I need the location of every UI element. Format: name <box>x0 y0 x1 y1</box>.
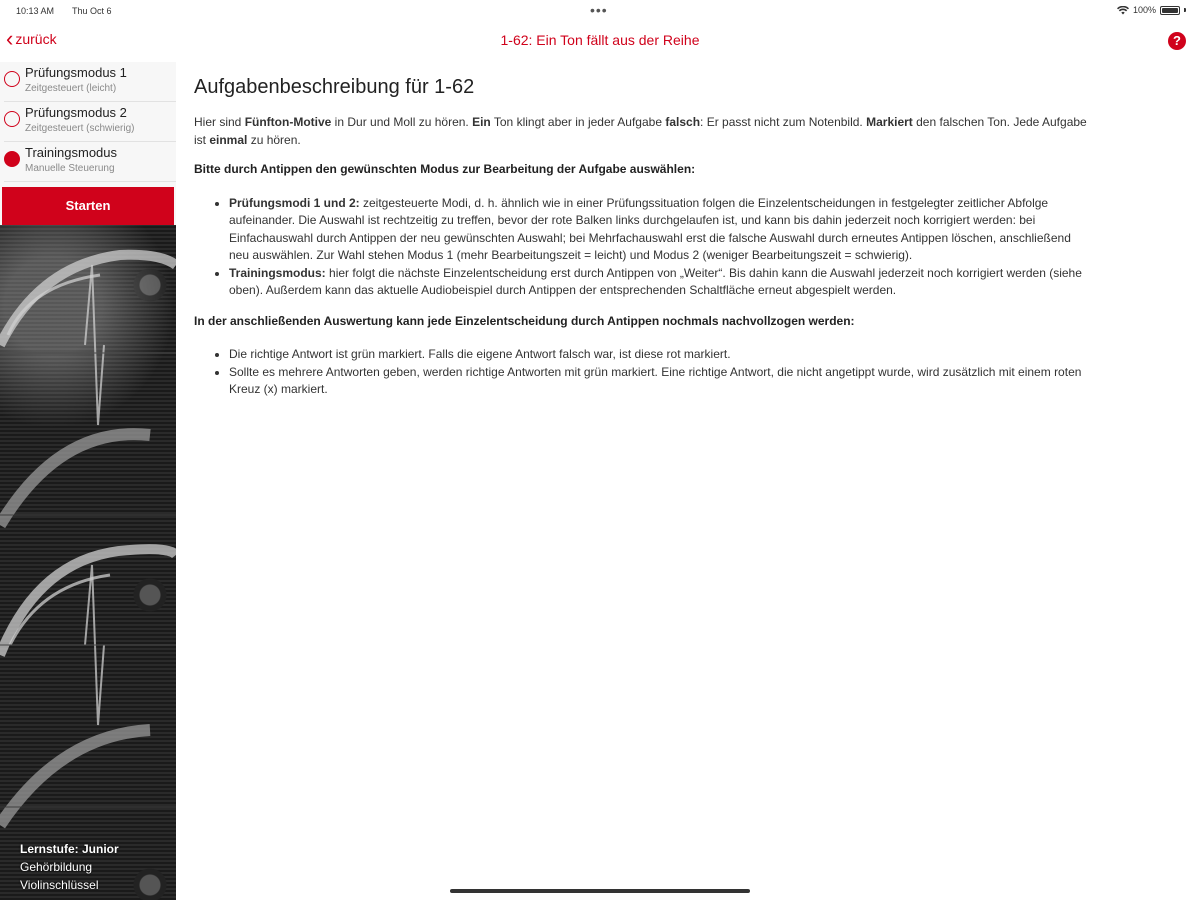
mode-title: Prüfungsmodus 1 <box>25 65 127 80</box>
task-description <box>194 74 1094 412</box>
wifi-icon <box>1117 6 1129 15</box>
status-bar <box>0 0 1200 22</box>
mode-option-pruefungsmodus-2[interactable] <box>4 102 176 142</box>
content-heading: Aufgabenbeschreibung für 1-62 <box>194 76 475 98</box>
start-button[interactable]: Starten <box>2 187 174 225</box>
intro-paragraph: Hier sind Fünfton-Motive in Dur und Moll zu hören. Ein Ton klingt aber in jeder Aufgabe falsch: Er passt nicht zum Notenbild. Markiert den falschen Ton. Jede Aufgabe ist einmal zu hören. <box>194 115 1087 147</box>
list-item: • Prüfungsmodi 1 und 2: zeitgesteuerte Modi, d. h. ähnlich wie in einer Prüfungssituation folgen die Einzelentscheidungen in festgelegter zeitlicher Abfolge aufeinander. Die Auswahl ist rechtzeitig zu treffen, bevor der rote Balken links durchgelaufen ist, und kann bis dahin jederzeit noch korrigiert werden: bei Einfachauswahl durch Antippen der neu gewünschten Auswahl; bei Mehrfachauswahl erst die falsche Auswahl durch erneutes Antippen löschen, anschließend neu auswählen. Zur Wahl stehen Modus 1 (mehr Bearbeitungszeit = leicht) und Modus 2 (weniger Bearbeitungszeit = schwierig). <box>229 195 1094 265</box>
modes-description-list <box>194 195 1094 300</box>
multitasking-dots-icon[interactable]: ••• <box>590 2 608 18</box>
chevron-left-icon: ‹ <box>6 26 14 51</box>
status-date: Thu Oct 6 <box>72 6 112 16</box>
mode-title: Prüfungsmodus 2 <box>25 105 127 120</box>
mode-option-trainingsmodus[interactable] <box>4 142 176 182</box>
battery-tip <box>1184 8 1186 12</box>
list-item: • Sollte es mehrere Antworten geben, werden richtige Antworten mit grün markiert. Eine richtige Antwort, die nicht angetippt wurde, wird zusätzlich mit einem roten Kreuz (x) markiert. <box>229 364 1094 399</box>
radio-unselected-icon[interactable] <box>4 71 20 87</box>
mode-subtitle: Zeitgesteuert (schwierig) <box>25 123 135 134</box>
nav-bar <box>0 22 1200 60</box>
status-right <box>1117 5 1186 15</box>
list-item: • Trainingsmodus: hier folgt die nächste Einzelentscheidung erst durch Antippen von „Weiter“. Bis dahin kann die Auswahl jederzeit noch korrigiert werden (siehe oben). Außerdem kann das aktuelle Audiobeispiel durch Antippen der entsprechenden Schaltfläche erneut abgespielt werden. <box>229 265 1094 300</box>
caption-topic: Gehörbildung <box>20 860 93 874</box>
list-item: • Die richtige Antwort ist grün markiert. Falls die eigene Antwort falsch war, ist diese rot markiert. <box>229 346 1094 364</box>
evaluation-heading: In der anschließenden Auswertung kann jede Einzelentscheidung durch Antippen nochmals nachvollzogen werden: <box>194 313 855 328</box>
mode-subtitle: Zeitgesteuert (leicht) <box>25 83 117 94</box>
treble-clef-icon <box>0 225 176 900</box>
mode-subtitle: Manuelle Steuerung <box>25 163 115 174</box>
help-button[interactable]: ? <box>1168 32 1186 50</box>
mode-option-pruefungsmodus-1[interactable] <box>4 62 176 102</box>
battery-percent: 100% <box>1132 5 1156 15</box>
caption-clef: Violinschlüssel <box>20 878 99 892</box>
back-label: zurück <box>15 31 57 47</box>
radio-selected-icon[interactable] <box>4 151 20 167</box>
home-indicator[interactable] <box>450 889 750 893</box>
status-time: 10:13 AM <box>16 6 55 16</box>
sidebar <box>0 62 176 900</box>
clef-background-image <box>0 225 176 900</box>
evaluation-list <box>194 346 1094 399</box>
battery-icon <box>1160 6 1180 15</box>
caption-level: Lernstufe: Junior <box>20 842 119 856</box>
radio-unselected-icon[interactable] <box>4 111 20 127</box>
mode-title: Trainingsmodus <box>25 145 118 160</box>
level-caption <box>20 840 119 894</box>
page-title: 1-62: Ein Ton fällt aus der Reihe <box>500 32 700 48</box>
select-mode-heading: Bitte durch Antippen den gewünschten Modus zur Bearbeitung der Aufgabe auswählen: <box>194 162 696 176</box>
